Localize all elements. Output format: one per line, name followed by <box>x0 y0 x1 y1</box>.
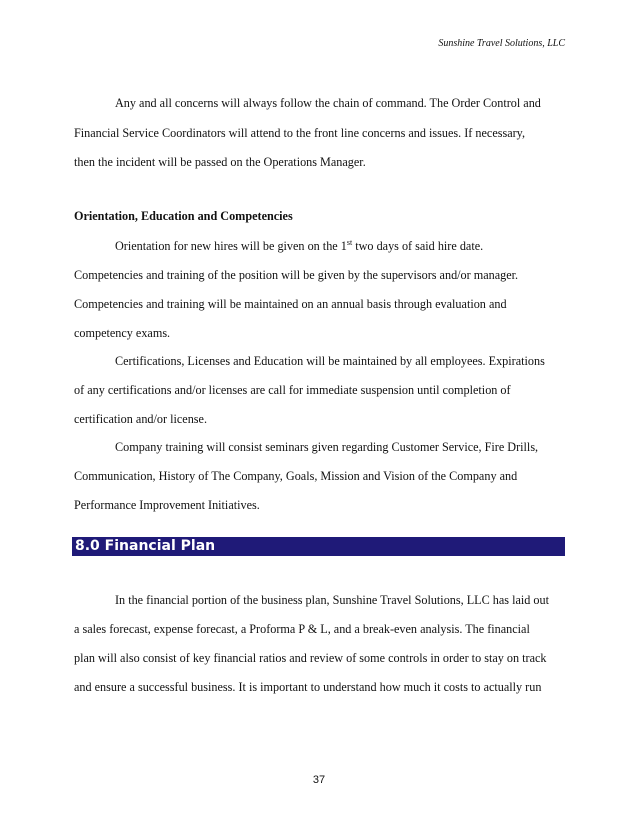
paragraph-line: Competencies and training of the position will be given by the supervisors and/or manager. <box>74 268 519 282</box>
paragraph-line: Any and all concerns will always follow the chain of command. The Order Control and <box>115 96 541 110</box>
paragraph-line <box>115 239 483 253</box>
paragraph-line: Performance Improvement Initiatives. <box>74 498 260 512</box>
paragraph-line: Certifications, Licenses and Education will be maintained by all employees. Expirations <box>115 354 545 368</box>
paragraph-line: plan will also consist of key financial ratios and review of some controls in order to stay on track <box>74 651 547 665</box>
paragraph-line: Competencies and training will be maintained on an annual basis through evaluation and <box>74 297 507 311</box>
paragraph-line: a sales forecast, expense forecast, a Proforma P & L, and a break-even analysis. The financial <box>74 622 530 636</box>
paragraph-line: Financial Service Coordinators will attend to the front line concerns and issues. If necessary, <box>74 126 526 140</box>
text-run: Orientation for new hires will be given on the 1 <box>115 239 347 253</box>
subsection-heading: Orientation, Education and Competencies <box>74 209 293 223</box>
paragraph-line: competency exams. <box>74 326 171 340</box>
page-number: 37 <box>312 774 326 786</box>
section-title: 8.0 Financial Plan <box>75 538 216 554</box>
paragraph-line: In the financial portion of the business plan, Sunshine Travel Solutions, LLC has laid out <box>115 593 549 607</box>
paragraph-line: then the incident will be passed on the Operations Manager. <box>74 155 366 169</box>
section-heading-bar <box>72 537 565 556</box>
running-header: Sunshine Travel Solutions, LLC <box>438 38 565 49</box>
ordinal-superscript: st <box>346 237 353 247</box>
paragraph-line: of any certifications and/or licenses are call for immediate suspension until completion of <box>74 383 511 397</box>
text-run: two days of said hire date. <box>352 239 484 253</box>
paragraph-line: Communication, History of The Company, Goals, Mission and Vision of the Company and <box>74 469 518 483</box>
paragraph-line: certification and/or license. <box>74 412 207 426</box>
paragraph-line: and ensure a successful business. It is important to understand how much it costs to actually run <box>74 680 542 694</box>
paragraph-line: Company training will consist seminars given regarding Customer Service, Fire Drills, <box>115 440 539 454</box>
